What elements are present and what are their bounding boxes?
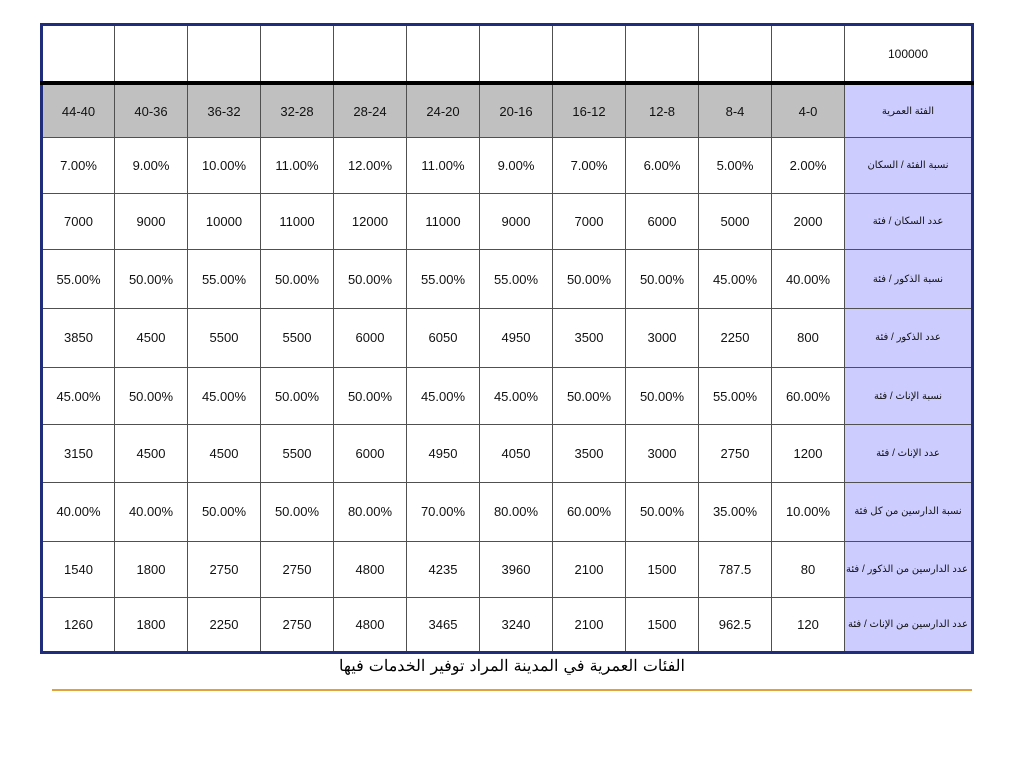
- table-cell: 3465: [407, 598, 480, 653]
- row-label: نسبة الدارسين من كل فئة: [845, 483, 973, 542]
- column-header: 24-20: [407, 83, 480, 138]
- table-cell: 4050: [480, 425, 553, 483]
- table-cell: 5500: [188, 309, 261, 368]
- table-cell: 55.00%: [699, 367, 772, 425]
- column-header: 4-0: [772, 83, 845, 138]
- table-row: [42, 138, 973, 194]
- table-cell: 787.5: [699, 541, 772, 598]
- table-cell: 9.00%: [115, 138, 188, 194]
- table-cell: 2750: [261, 598, 334, 653]
- table-cell: 7.00%: [553, 138, 626, 194]
- table-cell: 5000: [699, 193, 772, 250]
- divider-line: [52, 689, 972, 691]
- table-row: [42, 483, 973, 542]
- table-cell: 1260: [42, 598, 115, 653]
- table-cell: 4500: [115, 425, 188, 483]
- table-cell: 50.00%: [626, 483, 699, 542]
- table-cell: 2750: [188, 541, 261, 598]
- table-cell: 55.00%: [407, 250, 480, 309]
- table-cell: 4800: [334, 598, 407, 653]
- table-cell: 12.00%: [334, 138, 407, 194]
- table-cell: 4950: [407, 425, 480, 483]
- empty-cell: [42, 25, 115, 84]
- table-cell: 35.00%: [699, 483, 772, 542]
- table-cell: 2100: [553, 541, 626, 598]
- table-cell: 9000: [480, 193, 553, 250]
- table-cell: 5.00%: [699, 138, 772, 194]
- table-cell: 3000: [626, 309, 699, 368]
- table-cell: 3000: [626, 425, 699, 483]
- table-cell: 800: [772, 309, 845, 368]
- table-row-total: [42, 25, 973, 84]
- table-cell: 50.00%: [261, 250, 334, 309]
- table-cell: 45.00%: [480, 367, 553, 425]
- table-cell: 2250: [188, 598, 261, 653]
- column-header: 36-32: [188, 83, 261, 138]
- table-cell: 55.00%: [42, 250, 115, 309]
- column-header: 12-8: [626, 83, 699, 138]
- table-cell: 70.00%: [407, 483, 480, 542]
- table-cell: 2250: [699, 309, 772, 368]
- table-cell: 45.00%: [188, 367, 261, 425]
- empty-cell: [261, 25, 334, 84]
- table-cell: 6000: [334, 309, 407, 368]
- table-cell: 6.00%: [626, 138, 699, 194]
- table-cell: 9000: [115, 193, 188, 250]
- table-cell: 3500: [553, 425, 626, 483]
- table-cell: 4950: [480, 309, 553, 368]
- total-cell: 100000: [845, 25, 973, 84]
- table-cell: 55.00%: [188, 250, 261, 309]
- table-cell: 6000: [334, 425, 407, 483]
- column-header: 40-36: [115, 83, 188, 138]
- row-label: عدد الدارسين من الذكور / فئة: [845, 541, 973, 598]
- table-cell: 7000: [553, 193, 626, 250]
- table-cell: 4235: [407, 541, 480, 598]
- table-cell: 5500: [261, 309, 334, 368]
- table-cell: 4500: [188, 425, 261, 483]
- row-label: الفئة العمرية: [845, 83, 973, 138]
- table-cell: 50.00%: [115, 250, 188, 309]
- table-header-row: [42, 83, 973, 138]
- table-cell: 60.00%: [772, 367, 845, 425]
- table-cell: 3960: [480, 541, 553, 598]
- table-cell: 9.00%: [480, 138, 553, 194]
- row-label: نسبة الذكور / فئة: [845, 250, 973, 309]
- table-cell: 2.00%: [772, 138, 845, 194]
- empty-cell: [553, 25, 626, 84]
- table-cell: 40.00%: [115, 483, 188, 542]
- table-cell: 4800: [334, 541, 407, 598]
- row-label: عدد الإناث / فئة: [845, 425, 973, 483]
- data-table: [40, 23, 974, 654]
- table-cell: 11000: [261, 193, 334, 250]
- row-label: نسبة الفئة / السكان: [845, 138, 973, 194]
- column-header: 44-40: [42, 83, 115, 138]
- table-cell: 3850: [42, 309, 115, 368]
- empty-cell: [115, 25, 188, 84]
- table-cell: 3500: [553, 309, 626, 368]
- table-cell: 45.00%: [407, 367, 480, 425]
- table-cell: 10.00%: [772, 483, 845, 542]
- table-cell: 3240: [480, 598, 553, 653]
- table-row: [42, 193, 973, 250]
- empty-cell: [334, 25, 407, 84]
- table-cell: 50.00%: [553, 367, 626, 425]
- table-cell: 1800: [115, 541, 188, 598]
- table-cell: 4500: [115, 309, 188, 368]
- table-cell: 12000: [334, 193, 407, 250]
- table-row: [42, 598, 973, 653]
- table-cell: 2100: [553, 598, 626, 653]
- table-caption: الفئات العمرية في المدينة المراد توفير الخدمات فيها: [338, 656, 685, 675]
- table-cell: 3150: [42, 425, 115, 483]
- table-cell: 120: [772, 598, 845, 653]
- table-cell: 50.00%: [188, 483, 261, 542]
- table-cell: 7000: [42, 193, 115, 250]
- table-cell: 80: [772, 541, 845, 598]
- table-cell: 7.00%: [42, 138, 115, 194]
- table-row: [42, 367, 973, 425]
- table-cell: 2750: [699, 425, 772, 483]
- row-label: عدد الدارسين من الإناث / فئة: [845, 598, 973, 653]
- table-cell: 1200: [772, 425, 845, 483]
- table-cell: 11000: [407, 193, 480, 250]
- column-header: 8-4: [699, 83, 772, 138]
- table-cell: 6050: [407, 309, 480, 368]
- row-label: عدد السكان / فئة: [845, 193, 973, 250]
- table-cell: 40.00%: [772, 250, 845, 309]
- table-cell: 50.00%: [626, 367, 699, 425]
- empty-cell: [480, 25, 553, 84]
- row-label: عدد الذكور / فئة: [845, 309, 973, 368]
- empty-cell: [772, 25, 845, 84]
- table-cell: 6000: [626, 193, 699, 250]
- table-cell: 5500: [261, 425, 334, 483]
- table-cell: 50.00%: [334, 250, 407, 309]
- table-cell: 80.00%: [480, 483, 553, 542]
- table-cell: 962.5: [699, 598, 772, 653]
- table-cell: 1500: [626, 598, 699, 653]
- table-cell: 50.00%: [115, 367, 188, 425]
- table-cell: 10.00%: [188, 138, 261, 194]
- table-cell: 1800: [115, 598, 188, 653]
- table-cell: 50.00%: [261, 367, 334, 425]
- table-cell: 40.00%: [42, 483, 115, 542]
- column-header: 16-12: [553, 83, 626, 138]
- table-cell: 50.00%: [334, 367, 407, 425]
- column-header: 20-16: [480, 83, 553, 138]
- table-cell: 1500: [626, 541, 699, 598]
- empty-cell: [626, 25, 699, 84]
- empty-cell: [188, 25, 261, 84]
- table-cell: 11.00%: [407, 138, 480, 194]
- table-cell: 45.00%: [699, 250, 772, 309]
- empty-cell: [699, 25, 772, 84]
- table-cell: 11.00%: [261, 138, 334, 194]
- column-header: 28-24: [334, 83, 407, 138]
- table-cell: 60.00%: [553, 483, 626, 542]
- table-cell: 50.00%: [553, 250, 626, 309]
- table-cell: 50.00%: [261, 483, 334, 542]
- table-row: [42, 541, 973, 598]
- table-cell: 45.00%: [42, 367, 115, 425]
- table-body: [42, 25, 973, 653]
- table-cell: 2750: [261, 541, 334, 598]
- table-cell: 2000: [772, 193, 845, 250]
- table-row: [42, 309, 973, 368]
- table-cell: 1540: [42, 541, 115, 598]
- empty-cell: [407, 25, 480, 84]
- table-cell: 55.00%: [480, 250, 553, 309]
- table-cell: 80.00%: [334, 483, 407, 542]
- table-row: [42, 425, 973, 483]
- column-header: 32-28: [261, 83, 334, 138]
- row-label: نسبة الإناث / فئة: [845, 367, 973, 425]
- table-row: [42, 250, 973, 309]
- table-cell: 10000: [188, 193, 261, 250]
- table-cell: 50.00%: [626, 250, 699, 309]
